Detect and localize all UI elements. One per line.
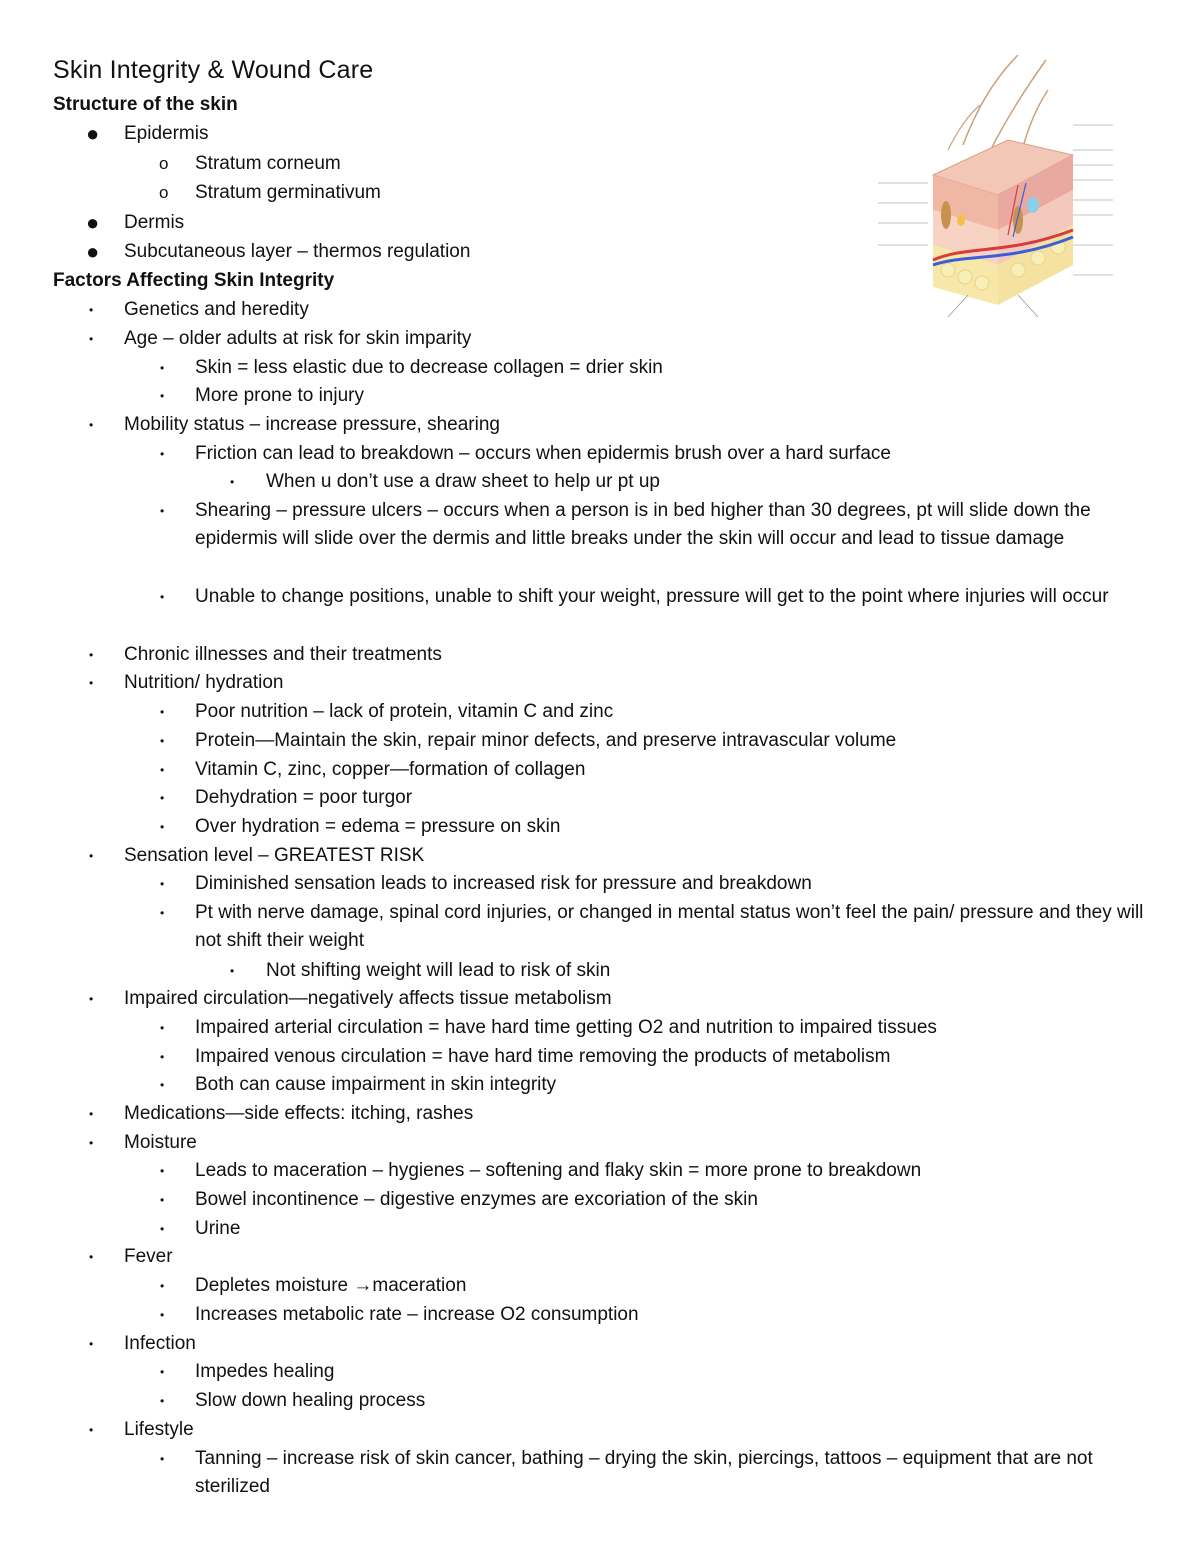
- list-item: Infection: [124, 1333, 196, 1354]
- list-item: Epidermis: [124, 123, 209, 144]
- bullet-icon: ●: [86, 239, 100, 264]
- list-item: Chronic illnesses and their treatments: [124, 644, 442, 665]
- bullet-icon: •: [160, 1365, 165, 1379]
- bullet-icon: •: [89, 332, 94, 346]
- list-item: Fever: [124, 1246, 173, 1267]
- list-item: Nutrition/ hydration: [124, 672, 284, 693]
- list-item: Subcutaneous layer – thermos regulation: [124, 241, 471, 262]
- bullet-icon: •: [160, 1078, 165, 1092]
- bullet-icon: •: [160, 1164, 165, 1178]
- bullet-icon: •: [160, 877, 165, 891]
- list-item: Age – older adults at risk for skin imparity: [124, 328, 472, 349]
- list-item: Genetics and heredity: [124, 299, 309, 320]
- list-item: Poor nutrition – lack of protein, vitamin C and zinc: [195, 701, 614, 722]
- bullet-icon: •: [160, 1193, 165, 1207]
- list-item: Impedes healing: [195, 1361, 335, 1382]
- bullet-icon: •: [89, 676, 94, 690]
- bullet-icon: •: [160, 763, 165, 777]
- bullet-icon: •: [89, 1136, 94, 1150]
- bullet-icon: •: [160, 1452, 165, 1466]
- list-item: Pt with nerve damage, spinal cord injuries, or changed in mental status won’t feel the pain/ pressure and they will not shift their weight: [195, 902, 1144, 951]
- list-item: Leads to maceration – hygienes – softening and flaky skin = more prone to breakdown: [195, 1160, 922, 1181]
- list-item: Slow down healing process: [195, 1390, 426, 1411]
- bullet-icon: •: [160, 1308, 165, 1322]
- bullet-icon: ●: [86, 121, 100, 146]
- bullet-icon: •: [160, 447, 165, 461]
- section-heading-factors: Factors Affecting Skin Integrity: [53, 270, 335, 291]
- bullet-icon: •: [89, 418, 94, 432]
- list-item: Vitamin C, zinc, copper—formation of collagen: [195, 759, 586, 780]
- list-item: Not shifting weight will lead to risk of skin: [266, 960, 611, 981]
- list-item: When u don’t use a draw sheet to help ur pt up: [266, 471, 660, 492]
- list-item: Increases metabolic rate – increase O2 consumption: [195, 1304, 639, 1325]
- list-item: Both can cause impairment in skin integrity: [195, 1074, 557, 1095]
- bullet-icon: •: [160, 590, 165, 604]
- bullet-icon: •: [89, 849, 94, 863]
- page-title: Skin Integrity & Wound Care: [53, 56, 374, 84]
- list-item: Impaired arterial circulation = have hard time getting O2 and nutrition to impaired tissues: [195, 1017, 937, 1038]
- bullet-icon: •: [160, 1279, 165, 1293]
- list-item: Impaired circulation—negatively affects tissue metabolism: [124, 988, 612, 1009]
- list-item: Dermis: [124, 212, 185, 233]
- bullet-icon: •: [89, 1423, 94, 1437]
- circle-bullet-icon: o: [159, 183, 169, 202]
- bullet-icon: •: [160, 820, 165, 834]
- bullet-icon: •: [160, 791, 165, 805]
- list-item: Bowel incontinence – digestive enzymes are excoriation of the skin: [195, 1189, 758, 1210]
- list-item: Urine: [195, 1218, 241, 1239]
- bullet-icon: •: [160, 1394, 165, 1408]
- bullet-icon: •: [160, 504, 165, 518]
- list-item: Medications—side effects: itching, rashes: [124, 1103, 474, 1124]
- bullet-icon: •: [230, 964, 235, 978]
- list-item: Friction can lead to breakdown – occurs when epidermis brush over a hard surface: [195, 443, 891, 464]
- bullet-icon: •: [160, 906, 165, 920]
- bullet-icon: •: [89, 303, 94, 317]
- bullet-icon: •: [160, 1021, 165, 1035]
- list-item: Stratum corneum: [195, 153, 341, 174]
- list-item: Over hydration = edema = pressure on skin: [195, 816, 561, 837]
- list-item: Mobility status – increase pressure, shearing: [124, 414, 500, 435]
- bullet-icon: •: [160, 389, 165, 403]
- list-item: Lifestyle: [124, 1419, 194, 1440]
- list-item: Protein—Maintain the skin, repair minor defects, and preserve intravascular volume: [195, 730, 897, 751]
- bullet-icon: ●: [86, 210, 100, 235]
- list-item: Stratum germinativum: [195, 182, 381, 203]
- bullet-icon: •: [230, 475, 235, 489]
- list-item: Dehydration = poor turgor: [195, 787, 413, 808]
- list-item: Tanning – increase risk of skin cancer, bathing – drying the skin, piercings, tattoos – equipment that are not sterilized: [195, 1448, 1093, 1497]
- section-heading-structure: Structure of the skin: [53, 94, 238, 115]
- bullet-icon: •: [89, 992, 94, 1006]
- list-item: Unable to change positions, unable to shift your weight, pressure will get to the point where injuries will occur: [195, 586, 1109, 607]
- list-item: Depletes moisture →maceration: [195, 1275, 467, 1296]
- bullet-icon: •: [160, 1222, 165, 1236]
- list-item: Diminished sensation leads to increased risk for pressure and breakdown: [195, 873, 812, 894]
- list-item: Moisture: [124, 1132, 197, 1153]
- bullet-icon: •: [160, 1050, 165, 1064]
- list-item: Sensation level – GREATEST RISK: [124, 845, 425, 866]
- bullet-icon: •: [160, 361, 165, 375]
- bullet-icon: •: [160, 705, 165, 719]
- bullet-icon: •: [89, 648, 94, 662]
- bullet-icon: •: [89, 1337, 94, 1351]
- bullet-icon: •: [89, 1107, 94, 1121]
- list-item: Impaired venous circulation = have hard time removing the products of metabolism: [195, 1046, 891, 1067]
- bullet-icon: •: [89, 1250, 94, 1264]
- list-item: Shearing – pressure ulcers – occurs when a person is in bed higher than 30 degrees, pt will slide down the epidermis will slide over the dermis and little breaks under the skin will occur and lead to tissue damage: [195, 500, 1091, 549]
- list-item: More prone to injury: [195, 385, 364, 406]
- list-item: Skin = less elastic due to decrease collagen = drier skin: [195, 357, 663, 378]
- bullet-icon: •: [160, 734, 165, 748]
- circle-bullet-icon: o: [159, 154, 169, 173]
- skin-cross-section-illustration: [868, 55, 1120, 325]
